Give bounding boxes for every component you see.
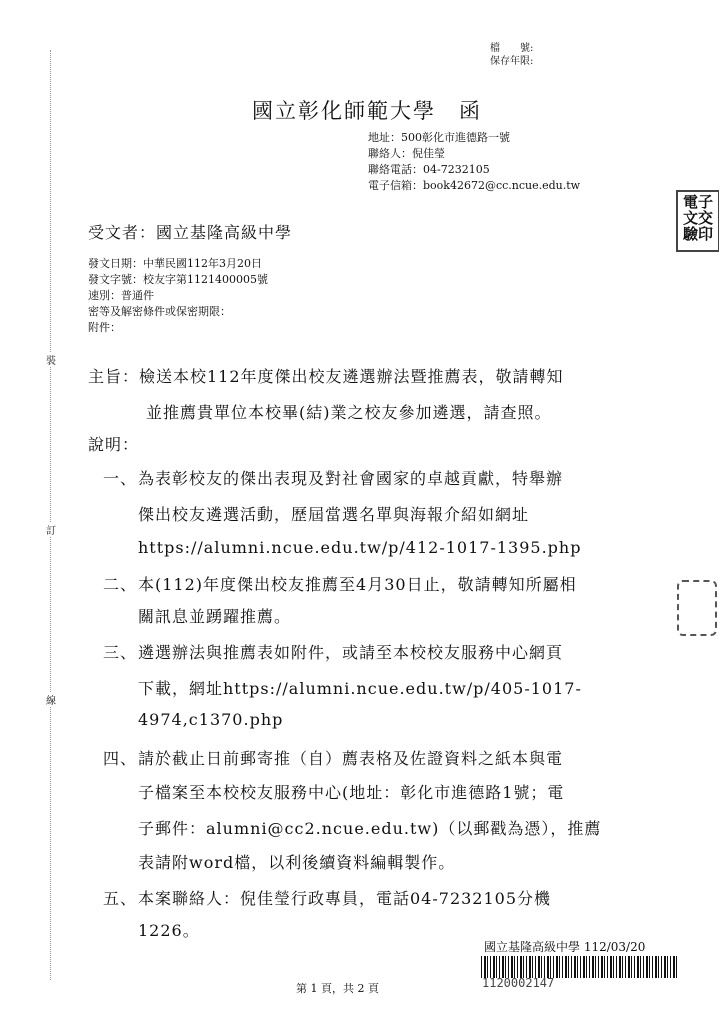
page-footer: 第 1 頁，共 2 頁 <box>296 982 379 995</box>
receipt-stamp: 國立基隆高級中學 112/03/20 <box>484 940 646 954</box>
barcode-number: 1120002147 <box>482 976 555 990</box>
subject-line-1: 主旨：檢送本校112年度傑出校友遴選辦法暨推薦表，敬請轉知 <box>88 367 564 386</box>
retention-period-label: 保存年限: <box>490 56 534 67</box>
item-line: 遴選辦法與推薦表如附件，或請至本校校友服務中心網頁 <box>138 643 564 662</box>
secrecy-level: 密等及解密條件或保密期限： <box>88 305 231 318</box>
item-number: 三、 <box>103 643 138 662</box>
binding-margin-line <box>50 50 51 980</box>
item-line: 為表彰校友的傑出表現及對社會國家的卓越貢獻，特舉辦 <box>138 469 564 488</box>
barcode-icon <box>481 956 677 978</box>
contact-person-line: 聯絡人：倪佳瑩 <box>368 147 445 160</box>
item-line-url: https://alumni.ncue.edu.tw/p/412-1017-1395.php <box>138 538 582 557</box>
item-line: 1226。 <box>138 921 200 940</box>
recipient-line: 受文者：國立基隆高級中學 <box>88 223 293 242</box>
attachment-label: 附件： <box>88 321 121 334</box>
margin-mark-ding: 訂 <box>46 522 56 537</box>
phone-line: 聯絡電話：04-7232105 <box>368 163 490 176</box>
item-line: 子檔案至本校校友服務中心(地址：彰化市進德路1號；電 <box>138 783 565 802</box>
partial-seal-icon <box>677 580 717 636</box>
item-number: 五、 <box>103 889 138 908</box>
document-number: 發文字號：校友字第1121400005號 <box>88 273 268 286</box>
meta-block <box>88 256 268 336</box>
item-number: 四、 <box>103 749 138 768</box>
item-line: 請於截止日前郵寄推（自）薦表格及佐證資料之紙本與電 <box>138 749 564 768</box>
email-line: 電子信箱：book42672@cc.ncue.edu.tw <box>368 179 581 192</box>
item-number: 二、 <box>103 575 138 594</box>
item-line: 子郵件：alumni@cc2.ncue.edu.tw)（以郵戳為憑），推薦 <box>138 819 602 838</box>
item-line: 4974,c1370.php <box>138 710 284 729</box>
issue-date: 發文日期：中華民國112年3月20日 <box>88 257 262 270</box>
item-line: 本(112)年度傑出校友推薦至4月30日止，敬請轉知所屬相 <box>138 575 577 594</box>
electronic-exchange-stamp: 電子 文交 驗印 <box>676 190 719 252</box>
item-line: 本案聯絡人：倪佳瑩行政專員，電話04-7232105分機 <box>138 889 552 908</box>
explanation-label: 說明： <box>88 435 140 454</box>
file-number-label: 檔 號: <box>490 43 534 54</box>
contact-block <box>368 130 580 194</box>
item-number: 一、 <box>103 469 138 488</box>
margin-mark-zhuang: 裝 <box>46 352 56 367</box>
document-title: 國立彰化師範大學 函 <box>252 99 482 123</box>
item-line: 表請附word檔，以利後續資料編輯製作。 <box>138 853 456 872</box>
item-line: 傑出校友遴選活動，歷屆當選名單與海報介紹如網址 <box>138 505 530 524</box>
speed-class: 速別：普通件 <box>88 289 154 302</box>
address-line: 地址：500彰化市進德路一號 <box>368 131 510 144</box>
subject-line-2: 並推薦貴單位本校畢(結)業之校友參加遴選，請查照。 <box>146 403 552 422</box>
item-line: 下載，網址https://alumni.ncue.edu.tw/p/405-1017- <box>138 679 582 698</box>
margin-mark-xian: 線 <box>46 692 56 707</box>
item-line: 關訊息並踴躍推薦。 <box>138 607 292 626</box>
